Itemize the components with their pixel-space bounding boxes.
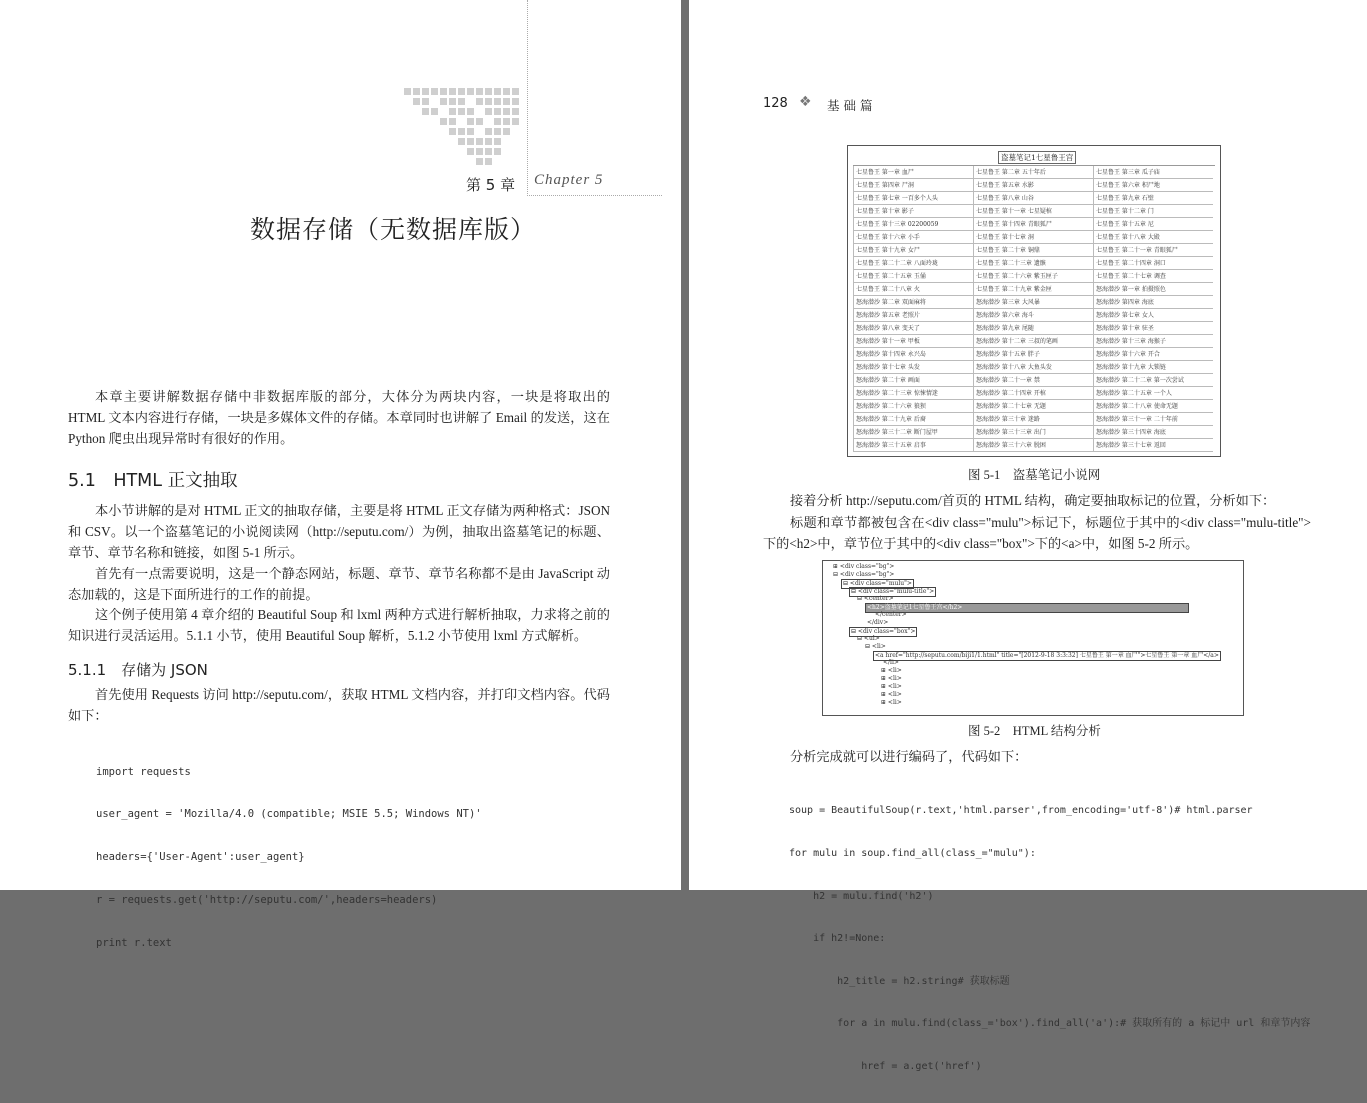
decorative-dot bbox=[467, 108, 474, 115]
intro-paragraph: 本章主要讲解数据存储中非数据库版的部分，大体分为两块内容，一块是将取出的 HTML 文本内容进行存储，一块是多媒体文件的存储。本章同时也讲解了 Email 的发送，这在 Python 爬虫出现异常时有很好的作用。 bbox=[68, 389, 610, 446]
code-line: print r.text bbox=[96, 937, 172, 950]
chapter-script-logo: Chapter 5 bbox=[534, 172, 604, 188]
decorative-dot bbox=[485, 158, 492, 165]
figure-1-title: 盗墓笔记1七星鲁王宫 bbox=[998, 151, 1076, 164]
decorative-dot bbox=[476, 158, 483, 165]
table-cell: 七星鲁王 第十六章 小手 bbox=[853, 231, 973, 244]
table-cell: 七星鲁王 第二十四章 洞口 bbox=[1093, 257, 1213, 270]
dom-tree-node: ⊞ <li> bbox=[881, 675, 902, 682]
code-line: h2 = mulu.find('h2') bbox=[789, 890, 934, 902]
table-cell: 怒海潜沙 第十七章 头发 bbox=[853, 361, 973, 374]
decorative-dot bbox=[494, 148, 501, 155]
chapter-title: 数据存储（无数据库版） bbox=[250, 215, 537, 244]
table-cell: 七星鲁王 第三章 瓜子庙 bbox=[1093, 166, 1213, 179]
table-cell: 怒海潜沙 第二十七章 无题 bbox=[973, 400, 1093, 413]
table-cell: 怒海潜沙 第九章 尾随 bbox=[973, 322, 1093, 335]
paragraph-5-1-1: 首先使用 Requests 访问 http://seputu.com/，获取 HTML 文档内容，并打印文档内容。代码如下： bbox=[68, 687, 610, 723]
table-cell: 怒海潜沙 第二十三章 惊悚情迷 bbox=[853, 387, 973, 400]
table-cell: 怒海潜沙 第二十章 画面 bbox=[853, 374, 973, 387]
dom-tree-node: ⊟ <ul> bbox=[857, 635, 880, 642]
decorative-dot bbox=[512, 88, 519, 95]
decorative-dot bbox=[485, 108, 492, 115]
figure-5-2-screenshot bbox=[822, 560, 1244, 716]
diamond-ornament-icon: ❖ bbox=[799, 94, 812, 110]
code-line: r = requests.get('http://seputu.com/',headers=headers) bbox=[96, 894, 438, 907]
dom-tree-node: ⊞ <li> bbox=[881, 667, 902, 674]
table-cell: 怒海潜沙 第二十五章 一个人 bbox=[1093, 387, 1213, 400]
decorative-dot bbox=[494, 88, 501, 95]
decorative-dot bbox=[494, 118, 501, 125]
decorative-dot bbox=[485, 98, 492, 105]
decorative-dot bbox=[494, 108, 501, 115]
figure-5-1-caption: 图 5-1 盗墓笔记小说网 bbox=[968, 468, 1101, 482]
decorative-dot bbox=[413, 88, 420, 95]
decorative-dot bbox=[458, 138, 465, 145]
table-cell: 怒海潜沙 第三十四章 海底 bbox=[1093, 426, 1213, 439]
table-cell: 七星鲁王 第十八章 大殿 bbox=[1093, 231, 1213, 244]
table-cell: 七星鲁王 第二十六章 紫玉匣子 bbox=[973, 270, 1093, 283]
table-cell: 怒海潜沙 第十三章 海猴子 bbox=[1093, 335, 1213, 348]
paragraph-coding: 分析完成就可以进行编码了，代码如下： bbox=[790, 749, 1028, 764]
table-cell: 七星鲁王 第十二章 门 bbox=[1093, 205, 1213, 218]
table-cell: 七星鲁王 第二十章 铜鼎 bbox=[973, 244, 1093, 257]
table-cell: 七星鲁王 第五章 水影 bbox=[973, 179, 1093, 192]
decorative-dot bbox=[467, 148, 474, 155]
decorative-dot bbox=[422, 108, 429, 115]
table-cell: 怒海潜沙 第三十六章 脱困 bbox=[973, 439, 1093, 452]
table-cell: 七星鲁王 第十九章 女尸 bbox=[853, 244, 973, 257]
running-head: 基 础 篇 bbox=[827, 98, 873, 113]
code-block-requests bbox=[96, 736, 482, 979]
decorative-dot bbox=[503, 88, 510, 95]
dom-tree-node: <a href="http://seputu.com/biji1/1.html" title="[2012-9-18 3:3:32] 七星鲁王 第一章 血尸">七星鲁王 第一章 血尸</a> bbox=[875, 652, 1219, 659]
table-cell: 怒海潜沙 第二十六章 狼狈 bbox=[853, 400, 973, 413]
code-line: headers={'User-Agent':user_agent} bbox=[96, 851, 305, 864]
section-heading-5-1: 5.1 HTML 正文抽取 bbox=[68, 471, 238, 491]
code-line: for mulu in soup.find_all(class_="mulu"): bbox=[789, 848, 1036, 860]
table-cell: 七星鲁王 第二十五章 玉俑 bbox=[853, 270, 973, 283]
decorative-dot bbox=[503, 118, 510, 125]
table-cell: 怒海潜沙 第十一章 甲板 bbox=[853, 335, 973, 348]
decorative-dot bbox=[422, 88, 429, 95]
table-cell: 怒海潜沙 第二十九章 后裔 bbox=[853, 413, 973, 426]
table-cell: 怒海潜沙 第七章 女人 bbox=[1093, 309, 1213, 322]
decorative-dot bbox=[485, 88, 492, 95]
table-cell: 怒海潜沙 第二十二章 第一次尝试 bbox=[1093, 374, 1213, 387]
table-cell: 七星鲁王 第二十七章 调查 bbox=[1093, 270, 1213, 283]
table-cell: 怒海潜沙 第三十七章 返回 bbox=[1093, 439, 1213, 452]
chapter-table bbox=[853, 165, 1215, 451]
decorative-dot bbox=[422, 98, 429, 105]
decorative-dot bbox=[467, 88, 474, 95]
decorative-dot bbox=[494, 128, 501, 135]
table-cell: 怒海潜沙 第十四章 永兴岛 bbox=[853, 348, 973, 361]
decorative-dot bbox=[476, 148, 483, 155]
table-cell: 七星鲁王 第十三章 02200059 bbox=[853, 218, 973, 231]
dom-tree-node: ⊟ <div class="bg"> bbox=[833, 571, 895, 578]
table-cell: 怒海潜沙 第四章 海底 bbox=[1093, 296, 1213, 309]
table-cell: 七星鲁王 第六章 积尸地 bbox=[1093, 179, 1213, 192]
dom-tree-node: ⊟ <div class="mulu"> bbox=[843, 580, 912, 587]
table-cell: 七星鲁王 第十五章 尼 bbox=[1093, 218, 1213, 231]
table-cell: 七星鲁王 第十四章 青眼狐尸 bbox=[973, 218, 1093, 231]
table-cell: 七星鲁王 第二十三章 遗骸 bbox=[973, 257, 1093, 270]
table-cell: 七星鲁王 第二章 五十年后 bbox=[973, 166, 1093, 179]
table-cell: 七星鲁王 第二十二章 八面玲珑 bbox=[853, 257, 973, 270]
dom-tree-node: </center> bbox=[875, 611, 907, 618]
figure-5-2-caption: 图 5-2 HTML 结构分析 bbox=[968, 724, 1101, 738]
decorative-dot bbox=[503, 108, 510, 115]
decorative-dot bbox=[467, 128, 474, 135]
table-cell: 怒海潜沙 第十章 驻圣 bbox=[1093, 322, 1213, 335]
decorative-horizontal-rule bbox=[527, 195, 662, 196]
table-cell: 怒海潜沙 第十九章 大锁链 bbox=[1093, 361, 1213, 374]
decorative-dot bbox=[494, 138, 501, 145]
left-page bbox=[0, 0, 681, 950]
table-cell: 怒海潜沙 第十二章 三叔的笔画 bbox=[973, 335, 1093, 348]
decorative-dot bbox=[512, 98, 519, 105]
decorative-dot bbox=[512, 118, 519, 125]
table-cell: 怒海潜沙 第十六章 开合 bbox=[1093, 348, 1213, 361]
decorative-dot bbox=[503, 128, 510, 135]
decorative-dot bbox=[485, 128, 492, 135]
table-cell: 怒海潜沙 第三十二章 断门屋甲 bbox=[853, 426, 973, 439]
table-cell: 怒海潜沙 第三十五章 启事 bbox=[853, 439, 973, 452]
decorative-dot bbox=[476, 138, 483, 145]
paragraph-5-1-a: 本小节讲解的是对 HTML 正文的抽取存储，主要是将 HTML 正文存储为两种格式：JSON 和 CSV。以一个盗墓笔记的小说阅读网（http://seputu.com/）为例，抽取出盗墓笔记的标题、章节、章节名称和链接，如图 5-1 所示。 bbox=[68, 503, 610, 560]
table-cell: 怒海潜沙 第三章 大风暴 bbox=[973, 296, 1093, 309]
dom-tree-node: ⊞ <li> bbox=[881, 683, 902, 690]
decorative-dot bbox=[440, 118, 447, 125]
decorative-dot bbox=[413, 98, 420, 105]
section-heading-5-1-1: 5.1.1 存储为 JSON bbox=[68, 661, 208, 679]
table-cell: 七星鲁王 第七章 一百多个人头 bbox=[853, 192, 973, 205]
code-line: import requests bbox=[96, 765, 191, 778]
code-line: if h2!=None: bbox=[789, 933, 886, 945]
right-page bbox=[689, 0, 1367, 1073]
decorative-dot bbox=[440, 98, 447, 105]
code-line: href = a.get('href') bbox=[789, 1061, 982, 1073]
table-cell: 七星鲁王 第一章 血尸 bbox=[853, 166, 973, 179]
table-cell: 怒海潜沙 第六章 海斗 bbox=[973, 309, 1093, 322]
table-cell: 七星鲁王 第四章 尸洞 bbox=[853, 179, 973, 192]
decorative-dot bbox=[449, 128, 456, 135]
paragraph-5-1-b: 首先有一点需要说明，这是一个静态网站，标题、章节、章节名称都不是由 JavaScript 动态加载的，这是下面所进行的工作的前提。 bbox=[68, 566, 610, 602]
page-number: 128 bbox=[763, 96, 788, 111]
decorative-dot bbox=[494, 98, 501, 105]
dom-tree-node: </div> bbox=[867, 619, 889, 626]
decorative-dot bbox=[431, 108, 438, 115]
decorative-dot bbox=[512, 108, 519, 115]
dom-tree-node: ⊟ <div class="mulu-title"> bbox=[851, 588, 935, 595]
table-cell: 七星鲁王 第十章 影子 bbox=[853, 205, 973, 218]
table-cell: 怒海潜沙 第三十章 迷路 bbox=[973, 413, 1093, 426]
table-cell: 七星鲁王 第十七章 洞 bbox=[973, 231, 1093, 244]
table-cell: 怒海潜沙 第二十一章 禁 bbox=[973, 374, 1093, 387]
table-cell: 怒海潜沙 第十八章 大鱼头发 bbox=[973, 361, 1093, 374]
code-line: h2_title = h2.string# 获取标题 bbox=[789, 975, 1010, 987]
table-cell: 怒海潜沙 第二十八章 使命无题 bbox=[1093, 400, 1213, 413]
decorative-dot bbox=[485, 148, 492, 155]
dom-tree-node: <h2>盗墓笔记1七星鲁王宫</h2> bbox=[865, 603, 1189, 613]
decorative-dot bbox=[449, 98, 456, 105]
decorative-vertical-rule bbox=[527, 0, 528, 196]
table-cell: 怒海潜沙 第三十三章 出门 bbox=[973, 426, 1093, 439]
decorative-dot bbox=[476, 88, 483, 95]
code-block-beautifulsoup bbox=[789, 776, 1310, 1103]
decorative-dot bbox=[449, 108, 456, 115]
table-cell: 怒海潜沙 第三十一章 二十年前 bbox=[1093, 413, 1213, 426]
decorative-dot bbox=[458, 128, 465, 135]
decorative-dot bbox=[449, 88, 456, 95]
dom-tree-node: ⊞ <li> bbox=[881, 699, 902, 706]
decorative-dot bbox=[458, 88, 465, 95]
table-cell: 七星鲁王 第十一章 七星疑棺 bbox=[973, 205, 1093, 218]
chapter-number: 第 5 章 bbox=[466, 176, 516, 194]
decorative-dot bbox=[440, 88, 447, 95]
decorative-dot bbox=[476, 118, 483, 125]
table-cell: 怒海潜沙 第八章 变天了 bbox=[853, 322, 973, 335]
decorative-dot bbox=[458, 98, 465, 105]
code-line: soup = BeautifulSoup(r.text,'html.parser',from_encoding='utf-8')# html.parser bbox=[789, 805, 1253, 817]
decorative-dot bbox=[449, 118, 456, 125]
decorative-dot bbox=[467, 118, 474, 125]
table-cell: 怒海潜沙 第二章 双面麻将 bbox=[853, 296, 973, 309]
paragraph-analysis: 接着分析 http://seputu.com/首页的 HTML 结构，确定要抽取标记的位置，分析如下： bbox=[790, 493, 1276, 508]
paragraph-5-1-c: 这个例子使用第 4 章介绍的 Beautiful Soup 和 lxml 两种方式进行解析抽取，力求将之前的知识进行灵活运用。5.1.1 小节，使用 Beautiful Soup 解析，5.1.2 小节使用 lxml 方式解析。 bbox=[68, 607, 610, 643]
table-cell: 七星鲁王 第八章 山谷 bbox=[973, 192, 1093, 205]
dom-tree-node: ⊟ <center> bbox=[857, 595, 894, 602]
figure-5-1-screenshot bbox=[847, 145, 1221, 457]
table-cell: 怒海潜沙 第二十四章 开棺 bbox=[973, 387, 1093, 400]
dom-tree-node: ⊞ <li> bbox=[881, 691, 902, 698]
dom-tree-node: ⊟ <div class="box"> bbox=[851, 628, 916, 635]
code-line: for a in mulu.find(class_='box').find_all('a'):# 获取所有的 a 标记中 url 和章节内容 bbox=[789, 1018, 1311, 1030]
table-cell: 怒海潜沙 第十五章 胖子 bbox=[973, 348, 1093, 361]
table-cell: 怒海潜沙 第五章 老照片 bbox=[853, 309, 973, 322]
decorative-dot bbox=[431, 88, 438, 95]
decorative-dot bbox=[467, 138, 474, 145]
dom-tree-node: ⊟ <li> bbox=[865, 643, 886, 650]
table-cell: 七星鲁王 第二十九章 紫金匣 bbox=[973, 283, 1093, 296]
code-line: user_agent = 'Mozilla/4.0 (compatible; MSIE 5.5; Windows NT)' bbox=[96, 808, 482, 821]
table-cell: 怒海潜沙 第一章 拍摄照色 bbox=[1093, 283, 1213, 296]
decorative-dot bbox=[404, 88, 411, 95]
paragraph-structure: 标题和章节都被包含在<div class="mulu">标记下，标题位于其中的<div class="mulu-title">下的<h2>中，章节位于其中的<div class="box">下的<a>中，如图 5-2 所示。 bbox=[763, 515, 1311, 551]
decorative-dot bbox=[458, 108, 465, 115]
table-cell: 七星鲁王 第二十八章 火 bbox=[853, 283, 973, 296]
decorative-dot bbox=[503, 98, 510, 105]
dom-tree-node: </li> bbox=[883, 659, 899, 666]
decorative-dot bbox=[476, 98, 483, 105]
table-cell: 七星鲁王 第二十一章 青眼狐尸 bbox=[1093, 244, 1213, 257]
dom-tree-node: ⊞ <div class="bg"> bbox=[833, 563, 895, 570]
table-cell: 七星鲁王 第九章 石壁 bbox=[1093, 192, 1213, 205]
decorative-dot-pattern bbox=[404, 88, 524, 174]
decorative-dot bbox=[485, 138, 492, 145]
